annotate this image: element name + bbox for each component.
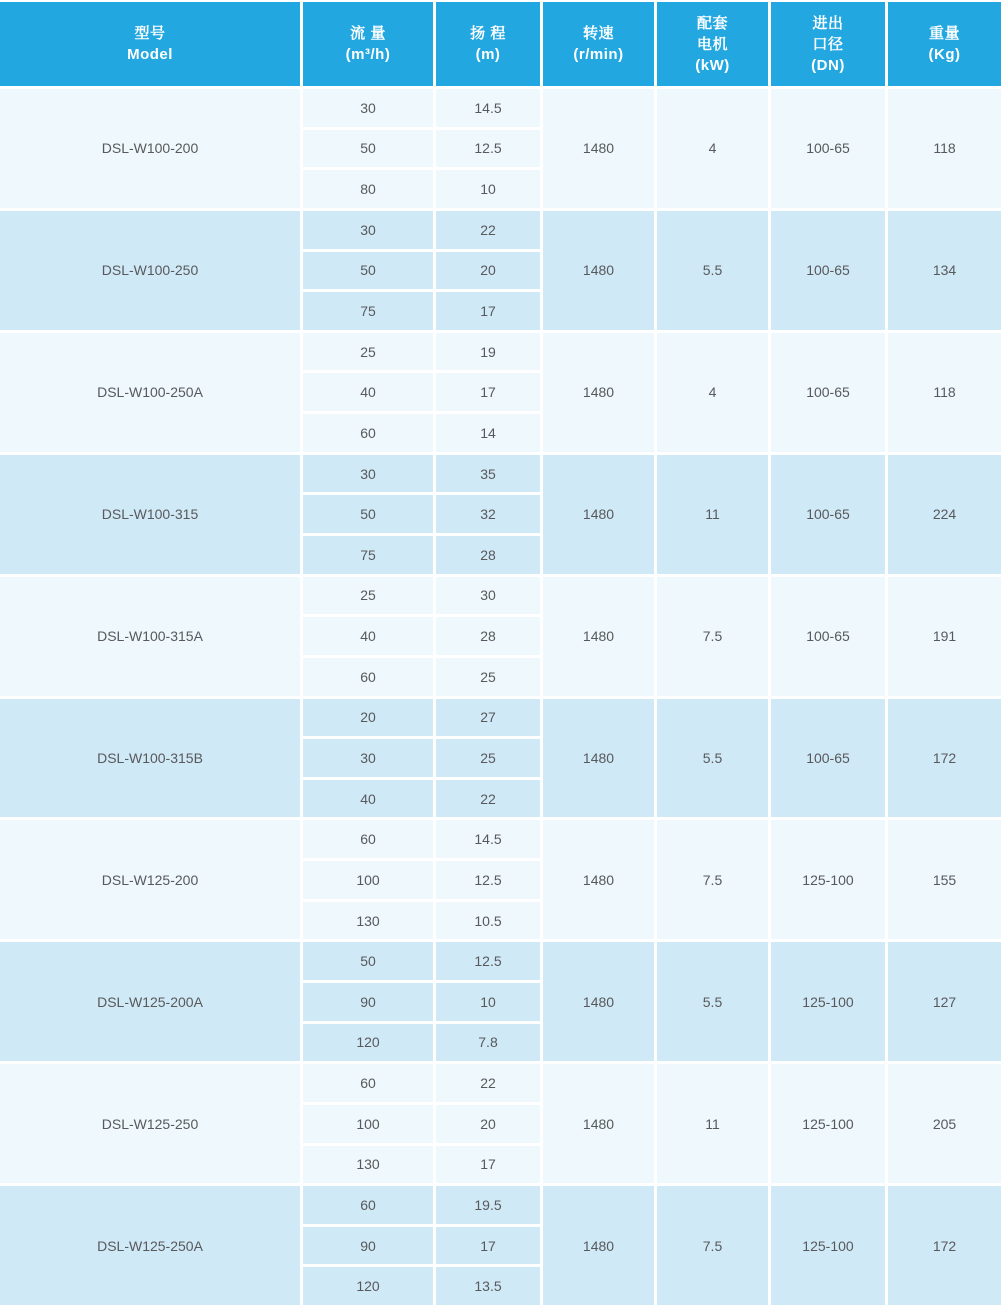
flow-value-cell: 30 (303, 739, 433, 777)
header-cell-head (436, 2, 540, 86)
dn-cell: 100-65 (771, 89, 885, 208)
dn-cell: 100-65 (771, 333, 885, 452)
flow-subcolumn (303, 1186, 433, 1305)
motor-cell: 4 (657, 333, 768, 452)
head-value-cell: 27 (436, 699, 540, 737)
dn-cell: 125-100 (771, 1064, 885, 1183)
flow-value-cell: 90 (303, 983, 433, 1021)
speed-cell: 1480 (543, 942, 654, 1061)
dn-cell: 100-65 (771, 699, 885, 818)
flow-value-cell: 25 (303, 577, 433, 615)
flow-subcolumn (303, 699, 433, 818)
head-subcolumn (436, 699, 540, 818)
model-cell: DSL-W100-315A (0, 577, 300, 696)
header-motor-label: 电机 (696, 35, 728, 53)
head-value-cell: 19 (436, 333, 540, 371)
dn-cell: 125-100 (771, 942, 885, 1061)
weight-cell: 172 (888, 1186, 1001, 1305)
row-group-DSL-W100-200 (0, 89, 1001, 208)
header-dn-label: (DN) (811, 56, 845, 74)
head-value-cell: 17 (436, 1146, 540, 1184)
head-value-cell: 20 (436, 252, 540, 290)
flow-value-cell: 30 (303, 455, 433, 493)
flow-value-cell: 60 (303, 820, 433, 858)
dn-cell: 125-100 (771, 820, 885, 939)
head-subcolumn (436, 1064, 540, 1183)
flow-value-cell: 130 (303, 1146, 433, 1184)
weight-cell: 118 (888, 333, 1001, 452)
flow-value-cell: 75 (303, 536, 433, 574)
flow-value-cell: 25 (303, 333, 433, 371)
weight-cell: 224 (888, 455, 1001, 574)
dn-cell: 100-65 (771, 211, 885, 330)
flow-value-cell: 80 (303, 170, 433, 208)
head-value-cell: 17 (436, 373, 540, 411)
flow-subcolumn (303, 577, 433, 696)
header-speed-label: (r/min) (573, 46, 624, 63)
row-group-DSL-W125-250 (0, 1064, 1001, 1183)
flow-value-cell: 50 (303, 252, 433, 290)
header-model-label: 型号 (134, 25, 166, 42)
head-value-cell: 13.5 (436, 1267, 540, 1305)
dn-cell: 125-100 (771, 1186, 885, 1305)
flow-value-cell: 100 (303, 861, 433, 899)
motor-cell: 7.5 (657, 1186, 768, 1305)
head-subcolumn (436, 333, 540, 452)
model-cell: DSL-W125-250A (0, 1186, 300, 1305)
head-value-cell: 14.5 (436, 89, 540, 127)
header-cell-model (0, 2, 300, 86)
motor-cell: 5.5 (657, 211, 768, 330)
header-motor-label: 配套 (696, 14, 728, 32)
row-group-DSL-W125-250A (0, 1186, 1001, 1305)
head-value-cell: 10 (436, 170, 540, 208)
head-value-cell: 12.5 (436, 861, 540, 899)
header-weight-label: 重量 (928, 25, 960, 42)
head-value-cell: 35 (436, 455, 540, 493)
flow-value-cell: 50 (303, 495, 433, 533)
row-group-DSL-W100-315B (0, 699, 1001, 818)
head-value-cell: 30 (436, 577, 540, 615)
head-value-cell: 28 (436, 536, 540, 574)
header-dn-label: 口径 (812, 35, 844, 53)
header-motor-label: (kW) (695, 56, 730, 74)
head-value-cell: 17 (436, 292, 540, 330)
speed-cell: 1480 (543, 577, 654, 696)
header-flow-label: 流 量 (350, 25, 386, 42)
speed-cell: 1480 (543, 1064, 654, 1183)
weight-cell: 127 (888, 942, 1001, 1061)
flow-subcolumn (303, 211, 433, 330)
flow-value-cell: 90 (303, 1227, 433, 1265)
head-value-cell: 14 (436, 414, 540, 452)
model-cell: DSL-W100-315B (0, 699, 300, 818)
model-cell: DSL-W125-200 (0, 820, 300, 939)
flow-subcolumn (303, 942, 433, 1061)
header-dn-label: 进出 (812, 14, 844, 32)
weight-cell: 134 (888, 211, 1001, 330)
head-value-cell: 28 (436, 617, 540, 655)
speed-cell: 1480 (543, 333, 654, 452)
head-value-cell: 19.5 (436, 1186, 540, 1224)
flow-value-cell: 40 (303, 617, 433, 655)
flow-value-cell: 40 (303, 780, 433, 818)
model-cell: DSL-W100-200 (0, 89, 300, 208)
row-group-DSL-W100-250A (0, 333, 1001, 452)
flow-subcolumn (303, 333, 433, 452)
flow-value-cell: 40 (303, 373, 433, 411)
speed-cell: 1480 (543, 1186, 654, 1305)
row-group-DSL-W100-250 (0, 211, 1001, 330)
motor-cell: 5.5 (657, 942, 768, 1061)
motor-cell: 5.5 (657, 699, 768, 818)
weight-cell: 205 (888, 1064, 1001, 1183)
flow-value-cell: 60 (303, 1186, 433, 1224)
flow-value-cell: 60 (303, 414, 433, 452)
motor-cell: 11 (657, 1064, 768, 1183)
head-value-cell: 25 (436, 739, 540, 777)
header-cell-dn (771, 2, 885, 86)
flow-value-cell: 30 (303, 89, 433, 127)
weight-cell: 155 (888, 820, 1001, 939)
flow-value-cell: 130 (303, 902, 433, 940)
head-subcolumn (436, 942, 540, 1061)
header-speed-label: 转速 (582, 25, 614, 42)
header-cell-flow (303, 2, 433, 86)
row-group-DSL-W100-315A (0, 577, 1001, 696)
flow-value-cell: 60 (303, 1064, 433, 1102)
motor-cell: 7.5 (657, 577, 768, 696)
weight-cell: 191 (888, 577, 1001, 696)
header-head-label: 扬 程 (470, 25, 506, 42)
flow-value-cell: 30 (303, 211, 433, 249)
dn-cell: 100-65 (771, 455, 885, 574)
head-subcolumn (436, 211, 540, 330)
header-flow-label: (m³/h) (345, 46, 391, 63)
head-value-cell: 12.5 (436, 130, 540, 168)
model-cell: DSL-W100-250 (0, 211, 300, 330)
flow-value-cell: 75 (303, 292, 433, 330)
flow-value-cell: 100 (303, 1105, 433, 1143)
header-model-label: Model (127, 46, 173, 63)
head-subcolumn (436, 820, 540, 939)
model-cell: DSL-W125-200A (0, 942, 300, 1061)
flow-value-cell: 120 (303, 1267, 433, 1305)
head-value-cell: 10 (436, 983, 540, 1021)
row-group-DSL-W125-200A (0, 942, 1001, 1061)
dn-cell: 100-65 (771, 577, 885, 696)
head-value-cell: 22 (436, 780, 540, 818)
head-value-cell: 32 (436, 495, 540, 533)
model-cell: DSL-W125-250 (0, 1064, 300, 1183)
speed-cell: 1480 (543, 699, 654, 818)
speed-cell: 1480 (543, 455, 654, 574)
header-cell-speed (543, 2, 654, 86)
flow-value-cell: 120 (303, 1024, 433, 1062)
header-cell-weight (888, 2, 1001, 86)
motor-cell: 7.5 (657, 820, 768, 939)
flow-subcolumn (303, 455, 433, 574)
row-group-DSL-W100-315 (0, 455, 1001, 574)
row-group-DSL-W125-200 (0, 820, 1001, 939)
weight-cell: 118 (888, 89, 1001, 208)
speed-cell: 1480 (543, 89, 654, 208)
table-header-row (0, 2, 1001, 86)
header-weight-label: (Kg) (928, 46, 961, 63)
motor-cell: 11 (657, 455, 768, 574)
speed-cell: 1480 (543, 820, 654, 939)
head-value-cell: 25 (436, 658, 540, 696)
flow-subcolumn (303, 820, 433, 939)
head-value-cell: 17 (436, 1227, 540, 1265)
flow-value-cell: 50 (303, 942, 433, 980)
head-subcolumn (436, 1186, 540, 1305)
head-value-cell: 20 (436, 1105, 540, 1143)
flow-subcolumn (303, 89, 433, 208)
head-value-cell: 22 (436, 211, 540, 249)
flow-value-cell: 20 (303, 699, 433, 737)
weight-cell: 172 (888, 699, 1001, 818)
header-cell-motor (657, 2, 768, 86)
header-head-label: (m) (475, 46, 501, 63)
flow-value-cell: 60 (303, 658, 433, 696)
flow-subcolumn (303, 1064, 433, 1183)
model-cell: DSL-W100-250A (0, 333, 300, 452)
head-value-cell: 10.5 (436, 902, 540, 940)
head-subcolumn (436, 455, 540, 574)
head-subcolumn (436, 89, 540, 208)
motor-cell: 4 (657, 89, 768, 208)
model-cell: DSL-W100-315 (0, 455, 300, 574)
head-subcolumn (436, 577, 540, 696)
head-value-cell: 14.5 (436, 820, 540, 858)
flow-value-cell: 50 (303, 130, 433, 168)
head-value-cell: 7.8 (436, 1024, 540, 1062)
speed-cell: 1480 (543, 211, 654, 330)
head-value-cell: 22 (436, 1064, 540, 1102)
head-value-cell: 12.5 (436, 942, 540, 980)
